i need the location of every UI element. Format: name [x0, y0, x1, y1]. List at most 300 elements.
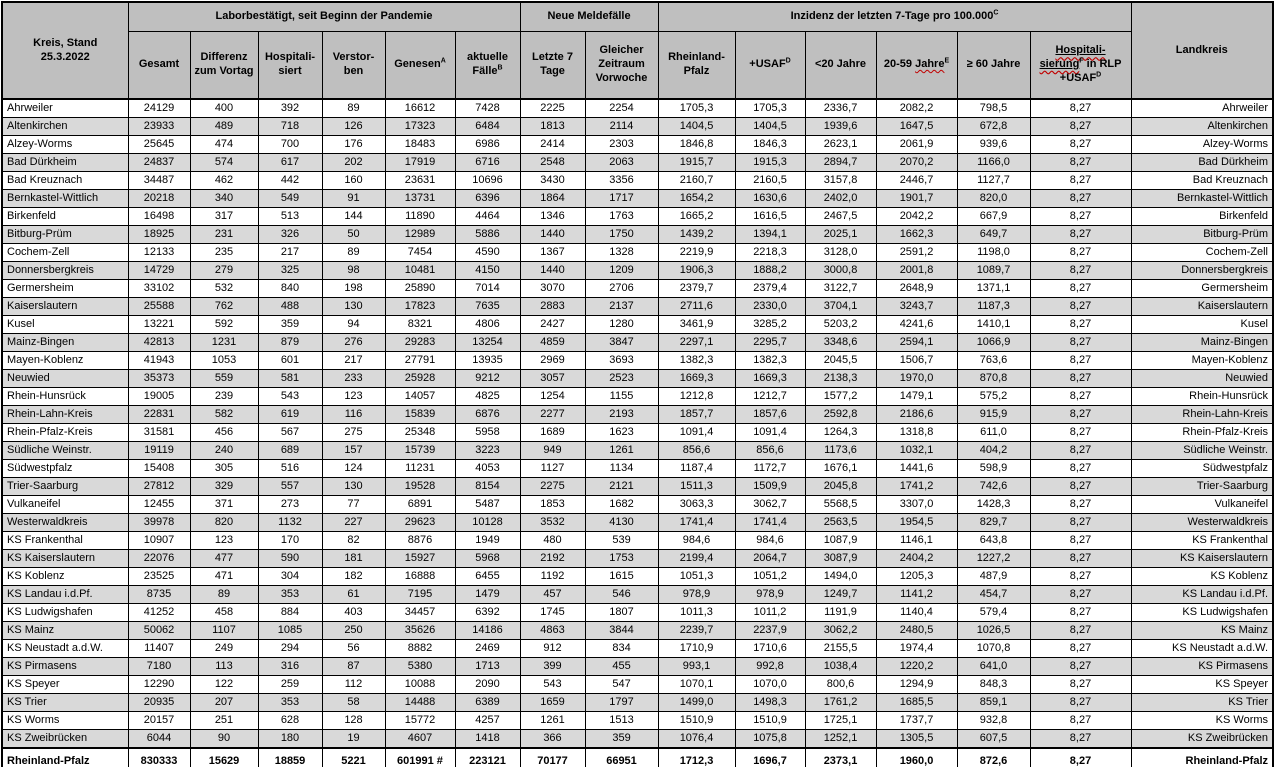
vorwoche-cell: 2706	[585, 280, 658, 298]
aktuelle-faelle-cell: 1949	[455, 532, 520, 550]
inzidenz-rlp-cell: 1710,9	[658, 640, 735, 658]
group-header-neue-meldefaelle: Neue Meldefälle	[520, 2, 658, 32]
column-header-hospitalisiert: Hospitali-siert	[258, 32, 322, 100]
group-inzidenz-text: Inzidenz der letzten 7-Tage pro 100.000	[790, 10, 994, 23]
vorwoche-cell: 2303	[585, 136, 658, 154]
inzidenz-rlp-cell: 1051,3	[658, 568, 735, 586]
inzidenz-usaf-cell: 1510,9	[735, 712, 805, 730]
letzte-7-tage-cell: 1346	[520, 208, 585, 226]
hospitalisierung-inzidenz-cell: 8,27	[1030, 226, 1131, 244]
hospitalisierung-inzidenz-cell: 8,27	[1030, 406, 1131, 424]
aktuelle-faelle-cell: 6716	[455, 154, 520, 172]
column-header-aktuelle-faelle	[455, 32, 520, 100]
gesamt-cell: 23933	[128, 118, 190, 136]
differenz-vortag-cell: 1107	[190, 622, 258, 640]
letzte-7-tage-cell: 4863	[520, 622, 585, 640]
inzidenz-rlp-cell: 1857,7	[658, 406, 735, 424]
inzidenz-usaf-cell: 1705,3	[735, 99, 805, 118]
vorwoche-cell: 1807	[585, 604, 658, 622]
column-header-genesen	[385, 32, 455, 100]
inzidenz-u20-cell: 2373,1	[805, 748, 876, 767]
group-header-laborbestaetigt: Laborbestätigt, seit Beginn der Pandemie	[128, 2, 520, 32]
table-row	[2, 154, 1273, 172]
genesen-cell: 18483	[385, 136, 455, 154]
inzidenz-60plus-cell: 859,1	[957, 694, 1030, 712]
inzidenz-60plus-cell: 611,0	[957, 424, 1030, 442]
inzidenz-60plus-cell: 820,0	[957, 190, 1030, 208]
table-row	[2, 730, 1273, 749]
aktuelle-faelle-cell: 13254	[455, 334, 520, 352]
landkreis-cell: Rheinland-Pfalz	[1131, 748, 1273, 767]
landkreis-cell: Bad Dürkheim	[1131, 154, 1273, 172]
column-header-landkreis: Landkreis	[1131, 2, 1273, 99]
hospitalisiert-cell: 617	[258, 154, 322, 172]
inzidenz-rlp-cell: 1741,4	[658, 514, 735, 532]
inzidenz-usaf-cell: 1846,3	[735, 136, 805, 154]
inzidenz-60plus-cell: 579,4	[957, 604, 1030, 622]
genesen-cell: 12989	[385, 226, 455, 244]
vorwoche-cell: 3844	[585, 622, 658, 640]
inzidenz-u20-cell: 1252,1	[805, 730, 876, 749]
inzidenz-u20-cell: 1087,9	[805, 532, 876, 550]
genesen-cell: 16888	[385, 568, 455, 586]
vorwoche-cell: 1328	[585, 244, 658, 262]
vorwoche-cell: 2121	[585, 478, 658, 496]
inzidenz-60plus-cell: 1428,3	[957, 496, 1030, 514]
hospitalisierung-word1: Hospitali-	[1055, 44, 1106, 57]
inzidenz-60plus-cell: 643,8	[957, 532, 1030, 550]
genesen-cell: 6891	[385, 496, 455, 514]
hospitalisiert-cell: 549	[258, 190, 322, 208]
inzidenz-20-59-cell: 1960,0	[876, 748, 957, 767]
letzte-7-tage-cell: 4859	[520, 334, 585, 352]
landkreis-cell: Rhein-Pfalz-Kreis	[1131, 424, 1273, 442]
landkreis-cell: KS Neustadt a.d.W.	[1131, 640, 1273, 658]
vorwoche-cell: 1682	[585, 496, 658, 514]
hospitalisierung-line1	[1055, 44, 1105, 56]
aktuelle-faelle-cell: 10128	[455, 514, 520, 532]
genesen-cell: 35626	[385, 622, 455, 640]
hospitalisierung-inzidenz-cell: 8,27	[1030, 694, 1131, 712]
inzidenz-rlp-cell: 856,6	[658, 442, 735, 460]
letzte-7-tage-cell: 1853	[520, 496, 585, 514]
hospitalisierung-inzidenz-cell: 8,27	[1030, 388, 1131, 406]
letzte-7-tage-cell: 2275	[520, 478, 585, 496]
hospitalisierung-inzidenz-cell: 8,27	[1030, 478, 1131, 496]
genesen-cell: 8876	[385, 532, 455, 550]
table-row	[2, 424, 1273, 442]
inzidenz-usaf-cell: 3062,7	[735, 496, 805, 514]
vorwoche-cell: 1134	[585, 460, 658, 478]
hospitalisierung-inzidenz-cell: 8,27	[1030, 550, 1131, 568]
inzidenz-usaf-cell: 1051,2	[735, 568, 805, 586]
hospitalisierung-inzidenz-cell: 8,27	[1030, 640, 1131, 658]
genesen-cell: 15739	[385, 442, 455, 460]
hospitalisierung-inzidenz-cell: 8,27	[1030, 244, 1131, 262]
hospitalisierung-inzidenz-cell: 8,27	[1030, 172, 1131, 190]
table-row	[2, 172, 1273, 190]
hospitalisiert-cell: 884	[258, 604, 322, 622]
inzidenz-20-59-cell: 2480,5	[876, 622, 957, 640]
genesen-cell: 7195	[385, 586, 455, 604]
verstorben-cell: 89	[322, 244, 385, 262]
gesamt-cell: 39978	[128, 514, 190, 532]
differenz-vortag-cell: 400	[190, 99, 258, 118]
hospitalisiert-cell: 543	[258, 388, 322, 406]
hospitalisiert-cell: 516	[258, 460, 322, 478]
differenz-vortag-cell: 574	[190, 154, 258, 172]
letzte-7-tage-cell: 1864	[520, 190, 585, 208]
inzidenz-rlp-cell: 2379,7	[658, 280, 735, 298]
inzidenz-usaf-cell: 1075,8	[735, 730, 805, 749]
letzte-7-tage-cell: 2225	[520, 99, 585, 118]
letzte-7-tage-cell: 2427	[520, 316, 585, 334]
aktuelle-faelle-cell: 1479	[455, 586, 520, 604]
footnote-d2: D	[1096, 71, 1102, 79]
aktuelle-faelle-cell: 5968	[455, 550, 520, 568]
kreis-cell: Rhein-Pfalz-Kreis	[2, 424, 128, 442]
landkreis-cell: Trier-Saarburg	[1131, 478, 1273, 496]
inzidenz-u20-cell: 2025,1	[805, 226, 876, 244]
inzidenz-60plus-cell: 649,7	[957, 226, 1030, 244]
landkreis-cell: KS Frankenthal	[1131, 532, 1273, 550]
hospitalisiert-cell: 601	[258, 352, 322, 370]
inzidenz-rlp-cell: 1212,8	[658, 388, 735, 406]
inzidenz-20-59-cell: 1974,4	[876, 640, 957, 658]
genesen-cell: 15927	[385, 550, 455, 568]
gesamt-cell: 13221	[128, 316, 190, 334]
hospitalisiert-cell: 273	[258, 496, 322, 514]
hospitalisiert-cell: 326	[258, 226, 322, 244]
landkreis-cell: Südwestpfalz	[1131, 460, 1273, 478]
aktuelle-faelle-cell: 5487	[455, 496, 520, 514]
differenz-vortag-cell: 113	[190, 658, 258, 676]
aktuelle-faelle-cell: 7014	[455, 280, 520, 298]
inzidenz-u20-cell: 1761,2	[805, 694, 876, 712]
kreis-cell: Bad Kreuznach	[2, 172, 128, 190]
inzidenz-u20-cell: 5568,5	[805, 496, 876, 514]
inzidenz-20-59-cell: 1305,5	[876, 730, 957, 749]
aktuelle-faelle-cell: 14186	[455, 622, 520, 640]
vorwoche-cell: 2063	[585, 154, 658, 172]
inzidenz-rlp-cell: 2219,9	[658, 244, 735, 262]
inzidenz-20-59-cell: 2186,6	[876, 406, 957, 424]
hospitalisierung-inzidenz-cell: 8,27	[1030, 280, 1131, 298]
differenz-vortag-cell: 123	[190, 532, 258, 550]
landkreis-cell: KS Mainz	[1131, 622, 1273, 640]
table-row	[2, 658, 1273, 676]
column-header-inzidenz-60plus: ≥ 60 Jahre	[957, 32, 1030, 100]
genesen-cell: 16612	[385, 99, 455, 118]
landkreis-cell: Südliche Weinstr.	[1131, 442, 1273, 460]
inzidenz-60plus-cell: 1166,0	[957, 154, 1030, 172]
letzte-7-tage-cell: 399	[520, 658, 585, 676]
landkreis-cell: KS Speyer	[1131, 676, 1273, 694]
table-body	[2, 99, 1273, 767]
footnote-c: C	[993, 9, 999, 17]
header-column-row	[2, 32, 1273, 100]
inzidenz-usaf-cell: 1498,3	[735, 694, 805, 712]
inzidenz-u20-cell: 2138,3	[805, 370, 876, 388]
corner-line1: Kreis, Stand	[33, 36, 98, 49]
genesen-cell: 34457	[385, 604, 455, 622]
inzidenz-60plus-cell: 939,6	[957, 136, 1030, 154]
vorwoche-cell: 1753	[585, 550, 658, 568]
inzidenz-u20-cell: 3157,8	[805, 172, 876, 190]
hospitalisierung-inzidenz-cell: 8,27	[1030, 99, 1131, 118]
inzidenz-rlp-cell: 1915,7	[658, 154, 735, 172]
inzidenz-60plus-cell: 798,5	[957, 99, 1030, 118]
hospitalisierung-usaf: +USAF	[1059, 71, 1097, 84]
inzidenz-u20-cell: 1264,3	[805, 424, 876, 442]
table-row	[2, 226, 1273, 244]
verstorben-cell: 182	[322, 568, 385, 586]
kreis-cell: KS Worms	[2, 712, 128, 730]
inzidenz-60plus-cell: 1026,5	[957, 622, 1030, 640]
gesamt-cell: 10907	[128, 532, 190, 550]
gesamt-cell: 18925	[128, 226, 190, 244]
vorwoche-cell: 66951	[585, 748, 658, 767]
hospitalisierung-inzidenz-cell: 8,27	[1030, 118, 1131, 136]
inzidenz-rlp-cell: 3063,3	[658, 496, 735, 514]
genesen-cell: 10088	[385, 676, 455, 694]
letzte-7-tage-cell: 1745	[520, 604, 585, 622]
vorwoche-cell: 1750	[585, 226, 658, 244]
hospitalisiert-cell: 325	[258, 262, 322, 280]
inzidenz-20-59-cell: 2404,2	[876, 550, 957, 568]
differenz-vortag-cell: 235	[190, 244, 258, 262]
kreis-cell: Südliche Weinstr.	[2, 442, 128, 460]
inzidenz-rlp-cell: 1070,1	[658, 676, 735, 694]
verstorben-cell: 202	[322, 154, 385, 172]
differenz-vortag-cell: 489	[190, 118, 258, 136]
aktuelle-faelle-cell: 4590	[455, 244, 520, 262]
inzidenz-u20-cell: 3000,8	[805, 262, 876, 280]
verstorben-cell: 130	[322, 298, 385, 316]
inzidenz-20-59-cell: 3307,0	[876, 496, 957, 514]
vorwoche-cell: 1797	[585, 694, 658, 712]
hospitalisiert-cell: 581	[258, 370, 322, 388]
kreis-cell: Vulkaneifel	[2, 496, 128, 514]
kreis-cell: Altenkirchen	[2, 118, 128, 136]
letzte-7-tage-cell: 1659	[520, 694, 585, 712]
table-row	[2, 316, 1273, 334]
genesen-cell: 25928	[385, 370, 455, 388]
verstorben-cell: 112	[322, 676, 385, 694]
hospitalisierung-inzidenz-cell: 8,27	[1030, 748, 1131, 767]
aktuelle-faelle-cell: 1418	[455, 730, 520, 749]
footnote-f: F	[1079, 57, 1084, 65]
differenz-vortag-cell: 15629	[190, 748, 258, 767]
letzte-7-tage-cell: 3532	[520, 514, 585, 532]
verstorben-cell: 217	[322, 352, 385, 370]
differenz-vortag-cell: 456	[190, 424, 258, 442]
aktuelle-faelle-cell: 4053	[455, 460, 520, 478]
aktuelle-faelle-cell: 7635	[455, 298, 520, 316]
kreis-cell: KS Koblenz	[2, 568, 128, 586]
inzidenz-60plus-cell: 1198,0	[957, 244, 1030, 262]
inzidenz-60plus-cell: 1070,8	[957, 640, 1030, 658]
landkreis-cell: Rhein-Lahn-Kreis	[1131, 406, 1273, 424]
aktuelle-faelle-cell: 2090	[455, 676, 520, 694]
jahre-20-59-prefix: 20-59	[883, 58, 916, 71]
kreis-cell: KS Frankenthal	[2, 532, 128, 550]
inzidenz-usaf-cell: 1212,7	[735, 388, 805, 406]
table-row	[2, 99, 1273, 118]
landkreis-cell: Ahrweiler	[1131, 99, 1273, 118]
landkreis-cell: KS Ludwigshafen	[1131, 604, 1273, 622]
verstorben-cell: 233	[322, 370, 385, 388]
verstorben-cell: 275	[322, 424, 385, 442]
table-row	[2, 604, 1273, 622]
letzte-7-tage-cell: 1689	[520, 424, 585, 442]
hospitalisierung-inzidenz-cell: 8,27	[1030, 568, 1131, 586]
inzidenz-20-59-cell: 1479,1	[876, 388, 957, 406]
landkreis-cell: KS Koblenz	[1131, 568, 1273, 586]
differenz-vortag-cell: 458	[190, 604, 258, 622]
hospitalisiert-cell: 590	[258, 550, 322, 568]
kreis-cell: Bad Dürkheim	[2, 154, 128, 172]
table-row	[2, 334, 1273, 352]
table-row	[2, 622, 1273, 640]
column-header-verstorben: Verstor-ben	[322, 32, 385, 100]
vorwoche-cell: 1623	[585, 424, 658, 442]
inzidenz-u20-cell: 2563,5	[805, 514, 876, 532]
inzidenz-usaf-cell: 2064,7	[735, 550, 805, 568]
aktuelle-faelle-cell: 8154	[455, 478, 520, 496]
gesamt-cell: 14729	[128, 262, 190, 280]
hospitalisierung-inzidenz-cell: 8,27	[1030, 730, 1131, 749]
landkreis-cell: Birkenfeld	[1131, 208, 1273, 226]
letzte-7-tage-cell: 2548	[520, 154, 585, 172]
inzidenz-60plus-cell: 667,9	[957, 208, 1030, 226]
inzidenz-u20-cell: 1173,6	[805, 442, 876, 460]
gesamt-cell: 830333	[128, 748, 190, 767]
inzidenz-60plus-cell: 454,7	[957, 586, 1030, 604]
letzte-7-tage-cell: 366	[520, 730, 585, 749]
inzidenz-20-59-cell: 1741,2	[876, 478, 957, 496]
letzte-7-tage-cell: 2969	[520, 352, 585, 370]
kreis-cell: KS Mainz	[2, 622, 128, 640]
hospitalisierung-inzidenz-cell: 8,27	[1030, 370, 1131, 388]
inzidenz-u20-cell: 5203,2	[805, 316, 876, 334]
landkreis-cell: Altenkirchen	[1131, 118, 1273, 136]
inzidenz-60plus-cell: 870,8	[957, 370, 1030, 388]
letzte-7-tage-cell: 3070	[520, 280, 585, 298]
genesen-cell: 14057	[385, 388, 455, 406]
vorwoche-cell: 455	[585, 658, 658, 676]
letzte-7-tage-cell: 1127	[520, 460, 585, 478]
vorwoche-cell: 2523	[585, 370, 658, 388]
aktuelle-faelle-cell: 6986	[455, 136, 520, 154]
table-header	[2, 2, 1273, 99]
differenz-vortag-cell: 231	[190, 226, 258, 244]
vorwoche-cell: 2254	[585, 99, 658, 118]
corner-line2: 25.3.2022	[40, 50, 90, 63]
inzidenz-20-59-cell: 2042,2	[876, 208, 957, 226]
kreis-cell: Bernkastel-Wittlich	[2, 190, 128, 208]
differenz-vortag-cell: 462	[190, 172, 258, 190]
inzidenz-60plus-cell: 607,5	[957, 730, 1030, 749]
inzidenz-rlp-cell: 1511,3	[658, 478, 735, 496]
letzte-7-tage-cell: 1192	[520, 568, 585, 586]
inzidenz-usaf-cell: 1669,3	[735, 370, 805, 388]
kreis-cell: KS Pirmasens	[2, 658, 128, 676]
gesamt-cell: 22831	[128, 406, 190, 424]
verstorben-cell: 227	[322, 514, 385, 532]
hospitalisierung-inzidenz-cell: 8,27	[1030, 298, 1131, 316]
vorwoche-cell: 3847	[585, 334, 658, 352]
vorwoche-cell: 4130	[585, 514, 658, 532]
inzidenz-60plus-cell: 872,6	[957, 748, 1030, 767]
aktuelle-faelle-cell: 6396	[455, 190, 520, 208]
landkreis-cell: Bitburg-Prüm	[1131, 226, 1273, 244]
gesamt-cell: 16498	[128, 208, 190, 226]
inzidenz-usaf-cell: 2295,7	[735, 334, 805, 352]
genesen-cell: 11890	[385, 208, 455, 226]
hospitalisiert-cell: 718	[258, 118, 322, 136]
verstorben-cell: 160	[322, 172, 385, 190]
inzidenz-rlp-cell: 1382,3	[658, 352, 735, 370]
aktuelle-faelle-cell: 2469	[455, 640, 520, 658]
inzidenz-60plus-cell: 641,0	[957, 658, 1030, 676]
inzidenz-u20-cell: 3348,6	[805, 334, 876, 352]
vorwoche-cell: 2137	[585, 298, 658, 316]
genesen-cell: 15839	[385, 406, 455, 424]
hospitalisierung-inzidenz-cell: 8,27	[1030, 622, 1131, 640]
verstorben-cell: 89	[322, 99, 385, 118]
inzidenz-60plus-cell: 1371,1	[957, 280, 1030, 298]
inzidenz-20-59-cell: 1685,5	[876, 694, 957, 712]
kreis-cell: KS Zweibrücken	[2, 730, 128, 749]
differenz-vortag-cell: 582	[190, 406, 258, 424]
usaf-text: +USAF	[749, 58, 786, 71]
kreis-cell: Rhein-Hunsrück	[2, 388, 128, 406]
inzidenz-20-59-cell: 1954,5	[876, 514, 957, 532]
kreis-cell: KS Kaiserslautern	[2, 550, 128, 568]
inzidenz-20-59-cell: 1441,6	[876, 460, 957, 478]
inzidenz-rlp-cell: 1439,2	[658, 226, 735, 244]
differenz-vortag-cell: 122	[190, 676, 258, 694]
inzidenz-20-59-cell: 2648,9	[876, 280, 957, 298]
inzidenz-rlp-cell: 1499,0	[658, 694, 735, 712]
verstorben-cell: 144	[322, 208, 385, 226]
kreis-cell: Ahrweiler	[2, 99, 128, 118]
gesamt-cell: 22076	[128, 550, 190, 568]
vorwoche-cell: 1155	[585, 388, 658, 406]
hospitalisierung-inzidenz-cell: 8,27	[1030, 442, 1131, 460]
hospitalisiert-cell: 170	[258, 532, 322, 550]
verstorben-cell: 123	[322, 388, 385, 406]
hospitalisiert-cell: 180	[258, 730, 322, 749]
inzidenz-rlp-cell: 1846,8	[658, 136, 735, 154]
letzte-7-tage-cell: 543	[520, 676, 585, 694]
kreis-cell: KS Speyer	[2, 676, 128, 694]
kreis-cell: KS Neustadt a.d.W.	[2, 640, 128, 658]
inzidenz-rlp-cell: 2160,7	[658, 172, 735, 190]
differenz-vortag-cell: 90	[190, 730, 258, 749]
inzidenz-60plus-cell: 932,8	[957, 712, 1030, 730]
aktuelle-faelle-cell: 6392	[455, 604, 520, 622]
inzidenz-u20-cell: 1191,9	[805, 604, 876, 622]
genesen-cell: 17323	[385, 118, 455, 136]
column-header-vorwoche: Gleicher Zeitraum Vorwoche	[585, 32, 658, 100]
genesen-cell: 25348	[385, 424, 455, 442]
aktuelle-faelle-cell: 3223	[455, 442, 520, 460]
genesen-text: Genesen	[394, 58, 441, 71]
inzidenz-rlp-cell: 2239,7	[658, 622, 735, 640]
differenz-vortag-cell: 471	[190, 568, 258, 586]
